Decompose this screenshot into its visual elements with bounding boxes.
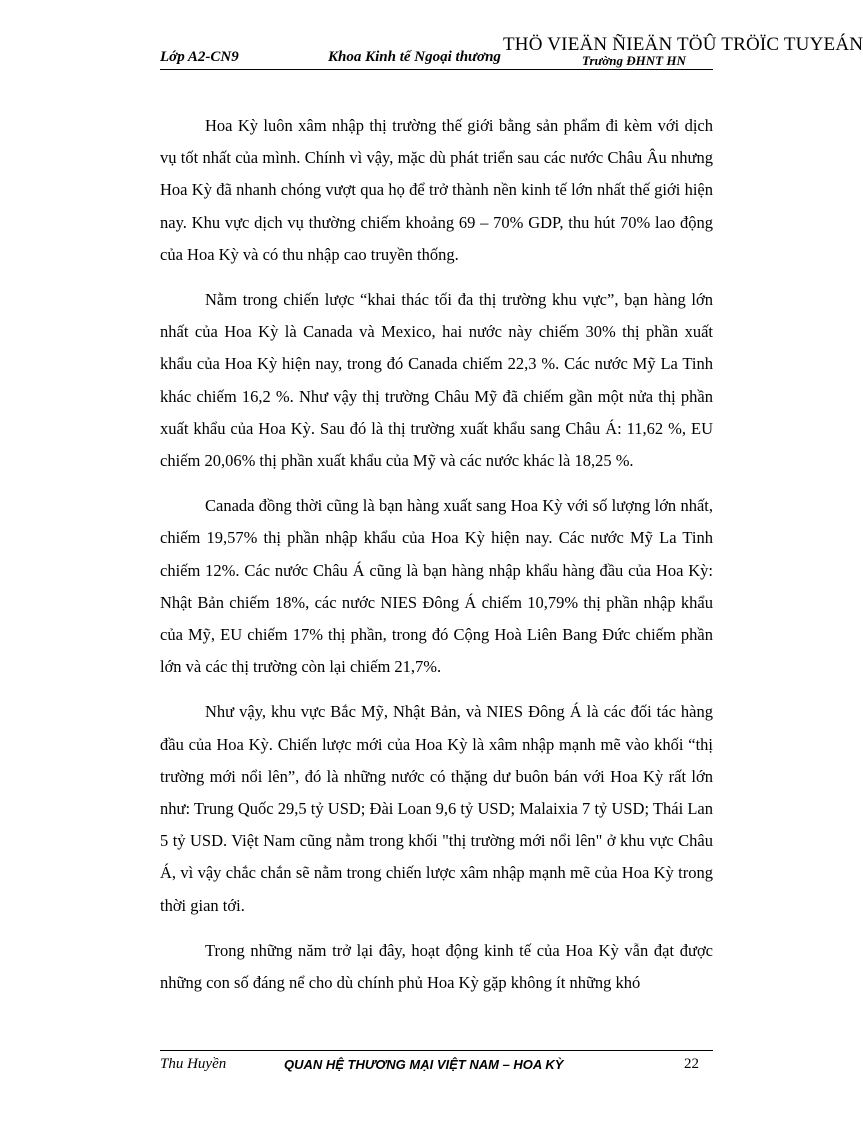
body-paragraph: Như vậy, khu vực Bắc Mỹ, Nhật Bản, và NIES Đông Á là các đối tác hàng đầu của Hoa Kỳ. Chiến lược mới của Hoa Kỳ là xâm nhập mạnh mẽ vào khối “thị trường mới nổi lên”, đó là những nước có thặng dư buôn bán với Hoa Kỳ rất lớn như: Trung Quốc 29,5 tỷ USD; Đài Loan 9,6 tỷ USD; Malaixia 7 tỷ USD; Thái Lan 5 tỷ USD. Việt Nam cũng nằm trong khối "thị trường mới nổi lên" ở khu vực Châu Á, vì vậy chắc chắn sẽ nằm trong chiến lược xâm nhập mạnh mẽ của Hoa Kỳ trong thời gian tới. [160, 702, 713, 915]
body-paragraph: Nằm trong chiến lược “khai thác tối đa thị trường khu vực”, bạn hàng lớn nhất của Hoa Kỳ là Canada và Mexico, hai nước này chiếm 30% thị phần xuất khẩu của Hoa Kỳ hiện nay, trong đó Canada chiếm 22,3 %. Các nước Mỹ La Tinh khác chiếm 16,2 %. Như vậy thị trường Châu Mỹ đã chiếm gần một nửa thị phần xuất khẩu của Hoa Kỳ. Sau đó là thị trường xuất khẩu sang Châu Á: 11,62 %, EU chiếm 20,06% thị phần xuất khẩu của Mỹ và các nước khác là 18,25 %. [160, 290, 713, 471]
school-label: Trường ĐHNT HN [582, 53, 686, 68]
footer-author: Thu Huyền [160, 1056, 227, 1072]
header-divider [160, 69, 713, 70]
library-watermark: THÖ VIEÄN ÑIEÄN TÖÛ TRÖÏC TUYEÁN [503, 34, 863, 55]
body-paragraph: Hoa Kỳ luôn xâm nhập thị trường thế giới bằng sản phẩm đi kèm với dịch vụ tốt nhất của mình. Chính vì vậy, mặc dù phát triển sau các nước Châu Âu nhưng Hoa Kỳ đã nhanh chóng vượt qua họ để trở thành nền kinh tế lớn nhất thế giới hiện nay. Khu vực dịch vụ thường chiếm khoảng 69 – 70% GDP, thu hút 70% lao động của Hoa Kỳ và có thu nhập cao truyền thống. [160, 116, 713, 264]
footer-title: QUAN HỆ THƯƠNG MẠI VIỆT NAM – HOA KỲ [284, 1057, 564, 1072]
body-paragraph: Trong những năm trở lại đây, hoạt động kinh tế của Hoa Kỳ vẫn đạt được những con số đáng nể cho dù chính phủ Hoa Kỳ gặp không ít những khó [160, 940, 713, 993]
page-footer [160, 1050, 713, 1090]
page-body [160, 110, 713, 1012]
page-number: 22 [684, 1056, 699, 1072]
body-paragraph: Canada đồng thời cũng là bạn hàng xuất sang Hoa Kỳ với số lượng lớn nhất, chiếm 19,57% thị phần nhập khẩu của Hoa Kỳ hiện nay. Các nước Mỹ La Tinh chiếm 12%. Các nước Châu Á cũng là bạn hàng nhập khẩu hàng đầu của Hoa Kỳ: Nhật Bản chiếm 18%, các nước NIES Đông Á chiếm 10,79% thị phần nhập khẩu của Mỹ, EU chiếm 17% thị phần, trong đó Cộng Hoà Liên Bang Đức chiếm phần lớn và các thị trường còn lại chiếm 21,7%. [160, 496, 713, 677]
footer-divider [160, 1050, 713, 1051]
faculty-label: Khoa Kinh tế Ngoại thương [328, 49, 501, 65]
class-label: Lớp A2-CN9 [160, 49, 239, 65]
page-header [160, 28, 863, 68]
